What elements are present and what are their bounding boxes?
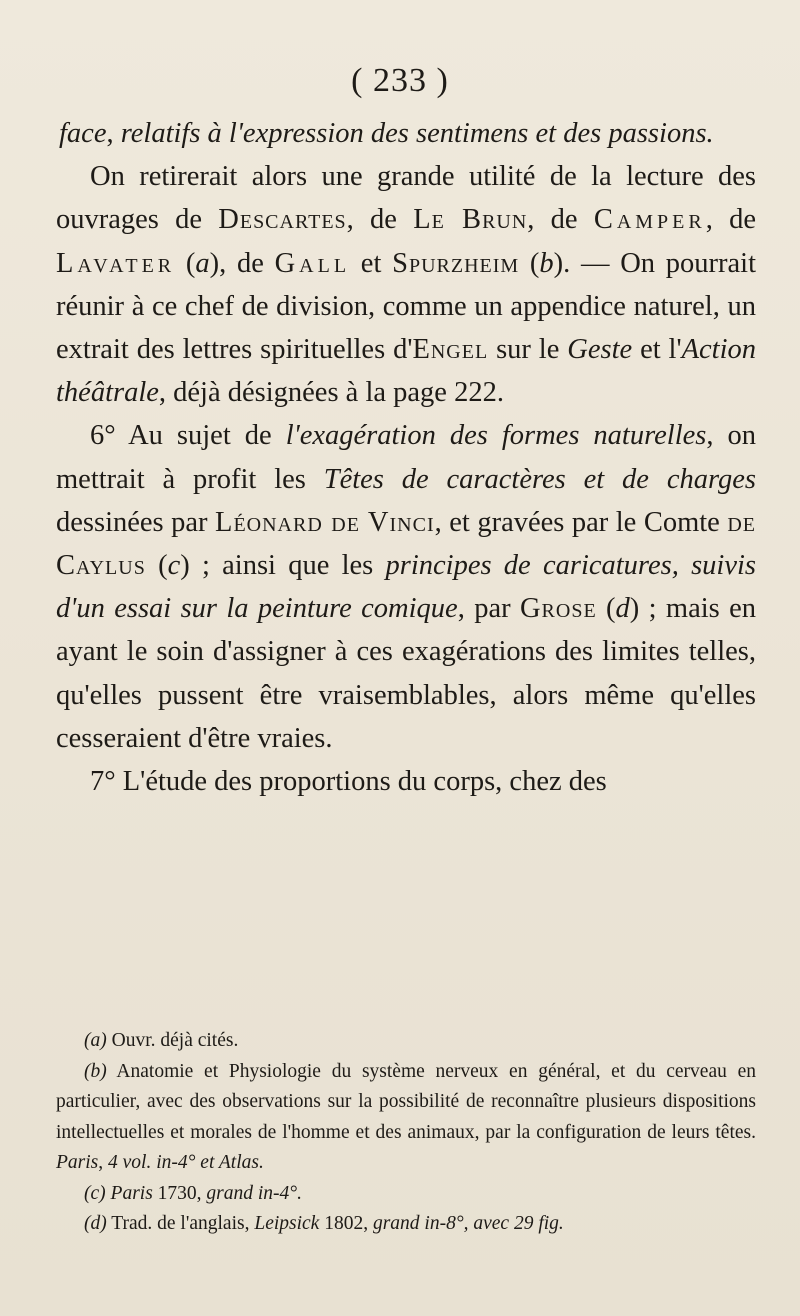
footnote-text: Ouvr. déjà cités. xyxy=(106,1030,239,1051)
text-exageration: l'exagération des formes naturelles xyxy=(285,420,707,452)
text-segment: , déjà désignées à la page 222. xyxy=(158,377,504,409)
footnote-c xyxy=(56,1179,756,1210)
page-number: ( 233 ) xyxy=(351,62,449,99)
text-segment: On retirerait alors une grande utilité de la lecture des ouvrages de xyxy=(56,161,756,236)
text-segment: dessinées par xyxy=(56,506,216,538)
footnote-text: Anatomie et Physiologie du système nerveux en général, et du cerveau en particulier, avec des observations sur la possibilité de reconnaître plusieurs dispositions intellectuelles et morales de l'homme et des animaux, par la configuration de leurs têtes. xyxy=(56,1060,756,1143)
name-camper: Camper xyxy=(593,204,706,236)
text-segment: , de xyxy=(346,204,414,236)
text-segment: ( xyxy=(596,593,616,625)
footnote-ref-b: b xyxy=(539,247,554,279)
text-principes-de-caricatures: principes de caricatures, suivis d'un essai sur la peinture comique xyxy=(56,550,756,625)
text-segment: , on mettrait à profit les xyxy=(56,420,756,495)
name-lebrun: Le Brun xyxy=(413,204,528,236)
text-segment: ( xyxy=(145,550,168,582)
name-engel: Engel xyxy=(412,334,489,366)
text-face: face xyxy=(59,118,107,149)
footnote-mark-d: (d) xyxy=(84,1213,107,1234)
footnote-text: , xyxy=(98,1152,109,1173)
footnotes xyxy=(56,1026,756,1240)
name-grose: Grose xyxy=(519,593,597,625)
footnote-ref-a: a xyxy=(195,247,210,279)
footnote-ref-d: d xyxy=(615,593,630,625)
footnote-text: 1730, xyxy=(152,1182,207,1204)
text-segment: ) ; mais en ayant le soin d'assigner à ces exagérations des limites telles, qu'elles pussent être vraisemblables, alors même qu'elles cesseraient d'être vraies. xyxy=(56,593,756,754)
footnote-d-place: Leipsick xyxy=(254,1213,320,1234)
name-caylus: de Caylus xyxy=(56,506,756,582)
text-segment: , de xyxy=(527,204,594,236)
text-relatifs: relatifs à l'expression des sentimens et des xyxy=(120,118,602,149)
paragraph-six xyxy=(56,414,756,760)
footnote-mark-c: (c) xyxy=(84,1182,106,1204)
name-descartes: Descartes xyxy=(218,204,347,236)
text-segment: 6° Au sujet de xyxy=(90,420,286,452)
footnote-b xyxy=(56,1057,756,1179)
text-segment: et l' xyxy=(632,334,682,366)
footnote-a xyxy=(56,1026,756,1057)
text-geste: Geste xyxy=(567,334,633,366)
text-passions: passions. xyxy=(608,118,714,149)
name-lavater: Lavater xyxy=(56,247,176,279)
footnote-ref-c: c xyxy=(167,550,181,582)
text-segment: sur le xyxy=(488,334,568,366)
footnote-d xyxy=(56,1209,756,1240)
text-segment: , par xyxy=(457,593,520,625)
text-segment: ). — On pourrait réunir à ce chef de division, comme un appendice naturel, un extrait des lettres spirituelles d' xyxy=(56,247,756,366)
text-segment: , de xyxy=(705,204,756,236)
text-segment: ) ; ainsi que les xyxy=(180,550,386,582)
text-segment: , et gravées par le Comte xyxy=(434,506,728,538)
text-segment: ( xyxy=(519,247,540,279)
paragraph-seven xyxy=(56,760,756,803)
text-segment: ( xyxy=(175,247,196,279)
name-leonard-de-vinci: Léonard de Vinci xyxy=(215,506,435,538)
footnote-c-format: grand in-4°. xyxy=(206,1182,302,1204)
footnote-b-place: Paris xyxy=(56,1152,99,1173)
footnote-d-format: grand in-8°, avec 29 fig. xyxy=(372,1213,564,1234)
footnote-text: 1802, xyxy=(319,1213,373,1234)
text-comma: , xyxy=(106,118,121,149)
footnote-text: Trad. de l'anglais, xyxy=(106,1213,255,1234)
text-tetes-de-caracteres: Têtes de caractères et de charges xyxy=(323,463,756,495)
name-spurzheim: Spurzheim xyxy=(392,247,520,279)
text-segment: ), de xyxy=(209,247,275,279)
footnote-c-place: Paris xyxy=(105,1182,153,1204)
footnote-mark-b: (b) xyxy=(84,1060,107,1082)
footnote-mark-a: (a) xyxy=(84,1030,107,1051)
footnote-b-format: 4 vol. in-4° et Atlas. xyxy=(108,1152,264,1173)
continuation-paragraph xyxy=(56,112,756,155)
name-gall: Gall xyxy=(274,247,351,279)
text-action-theatrale: Action théâtrale xyxy=(56,334,756,409)
paragraph-authors xyxy=(56,155,756,414)
text-segment: 7° L'étude des proportions du corps, chez des xyxy=(90,766,607,798)
main-text xyxy=(56,112,756,803)
text-segment: et xyxy=(350,247,393,279)
